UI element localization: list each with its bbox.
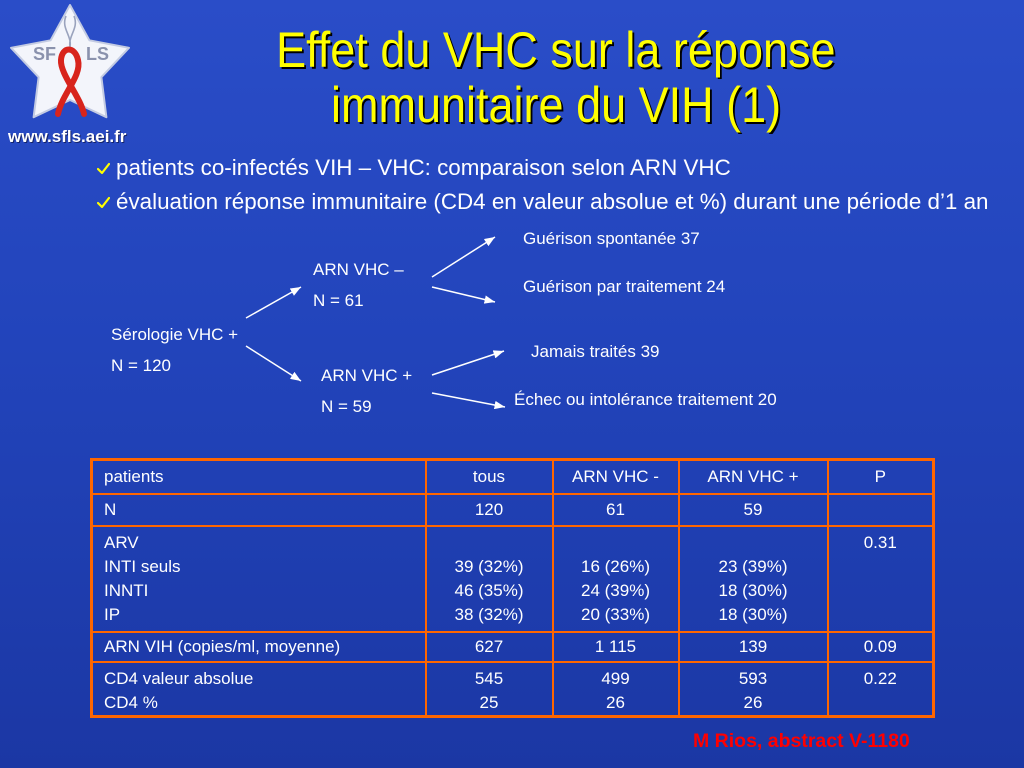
p-value-cell: 0.09 bbox=[828, 632, 934, 662]
arn-vhc-negative-cell: 1 115 bbox=[553, 632, 679, 662]
root-count: N = 120 bbox=[111, 356, 172, 375]
arrow-to-arn-vhc-negative bbox=[246, 287, 301, 318]
logo-letters-left: SF bbox=[33, 44, 57, 64]
outcome-guerison-traitement: Guérison par traitement 24 bbox=[523, 277, 726, 296]
results-table bbox=[90, 458, 935, 718]
outcome-echec-traitement: Échec ou intolérance traitement 20 bbox=[514, 390, 777, 409]
bullet-text: patients co-infectés VIH – VHC: comparaison selon ARN VHC bbox=[116, 155, 731, 180]
table-row bbox=[92, 632, 934, 662]
table-header-row bbox=[92, 460, 934, 494]
arrow-to-jamais-traites bbox=[432, 351, 504, 375]
cell-line: 24 (39%) bbox=[581, 580, 650, 600]
cell-line: 25 bbox=[479, 692, 499, 712]
cell-line: 23 (39%) bbox=[718, 556, 788, 576]
cell-line: 26 bbox=[743, 692, 763, 712]
header-cell-p: P bbox=[828, 460, 934, 494]
header-cell-tous: tous bbox=[426, 460, 553, 494]
citation: M Rios, abstract V-1180 bbox=[693, 730, 910, 752]
row-label-cell bbox=[92, 662, 426, 717]
row-label-cell bbox=[92, 526, 426, 632]
header-cell-arn-vhc-negative: ARN VHC - bbox=[553, 460, 679, 494]
outcome-guerison-spontanee: Guérison spontanée 37 bbox=[523, 229, 700, 248]
title-line: immunitaire du VIH (1) bbox=[330, 77, 782, 133]
p-value-cell bbox=[828, 526, 934, 632]
arn-vhc-positive-cell bbox=[679, 662, 828, 717]
cell-line: INTI seuls bbox=[104, 556, 181, 576]
arn-vhc-positive-cell: 59 bbox=[679, 494, 828, 526]
title-line: Effet du VHC sur la réponse bbox=[276, 22, 836, 78]
bullet-item bbox=[97, 151, 731, 185]
p-value-cell bbox=[828, 662, 934, 717]
logo-website: www.sfls.aei.fr bbox=[8, 127, 127, 146]
arrow-to-guerison-traitement bbox=[432, 287, 495, 302]
arrow-to-arn-vhc-positive bbox=[246, 346, 301, 381]
checkmark-icon bbox=[97, 196, 110, 209]
cell-line: 545 bbox=[474, 668, 504, 688]
cell-line: 20 (33%) bbox=[581, 604, 650, 624]
row-label-cell: ARN VIH (copies/ml, moyenne) bbox=[92, 632, 426, 662]
cell-line: 499 bbox=[601, 668, 630, 688]
cell-line: 46 (35%) bbox=[454, 580, 524, 600]
table-row bbox=[92, 526, 934, 632]
branch-label-arn-vhc-positive: ARN VHC + bbox=[321, 366, 413, 385]
cell-line: 593 bbox=[738, 668, 768, 688]
cell-line: ARV bbox=[104, 532, 139, 552]
cell-line: 39 (32%) bbox=[454, 556, 524, 576]
header-cell-patients: patients bbox=[92, 460, 426, 494]
arrow-to-echec-traitement bbox=[432, 393, 505, 407]
row-label-cell: N bbox=[92, 494, 426, 526]
logo-letters-right: LS bbox=[86, 44, 110, 64]
outcome-jamais-traites: Jamais traités 39 bbox=[531, 342, 660, 361]
branch-count-arn-vhc-negative: N = 61 bbox=[313, 291, 364, 310]
cell-line: 38 (32%) bbox=[454, 604, 524, 624]
cell-line: 18 (30%) bbox=[718, 604, 788, 624]
p-value-cell bbox=[828, 494, 934, 526]
tous-cell bbox=[426, 662, 553, 717]
tous-cell: 120 bbox=[426, 494, 553, 526]
tous-cell bbox=[426, 526, 553, 632]
tous-cell: 627 bbox=[426, 632, 553, 662]
cell-line: IP bbox=[104, 604, 121, 624]
slide-title bbox=[88, 23, 1024, 133]
bullet-item bbox=[97, 185, 989, 219]
header-cell-arn-vhc-positive: ARN VHC + bbox=[679, 460, 828, 494]
table-row bbox=[92, 494, 934, 526]
root-label: Sérologie VHC + bbox=[111, 325, 239, 344]
arn-vhc-negative-cell bbox=[553, 526, 679, 632]
arrow-to-guerison-spontanee bbox=[432, 237, 495, 277]
arn-vhc-negative-cell bbox=[553, 662, 679, 717]
cell-line: INNTI bbox=[104, 580, 149, 600]
table-row bbox=[92, 662, 934, 717]
cell-line: 0.22 bbox=[863, 668, 897, 688]
cell-line: 18 (30%) bbox=[718, 580, 788, 600]
cell-line: 16 (26%) bbox=[581, 556, 650, 576]
checkmark-icon bbox=[97, 162, 110, 175]
branch-label-arn-vhc-negative: ARN VHC – bbox=[313, 260, 404, 279]
arn-vhc-positive-cell bbox=[679, 526, 828, 632]
arn-vhc-negative-cell: 61 bbox=[553, 494, 679, 526]
cell-line: 26 bbox=[606, 692, 625, 712]
cell-line: CD4 % bbox=[104, 692, 158, 712]
arn-vhc-positive-cell: 139 bbox=[679, 632, 828, 662]
cell-line: 0.31 bbox=[863, 532, 897, 552]
cell-line: CD4 valeur absolue bbox=[104, 668, 254, 688]
branch-count-arn-vhc-positive: N = 59 bbox=[321, 397, 372, 416]
bullet-text: évaluation réponse immunitaire (CD4 en valeur absolue et %) durant une période d’1 an bbox=[116, 189, 989, 214]
